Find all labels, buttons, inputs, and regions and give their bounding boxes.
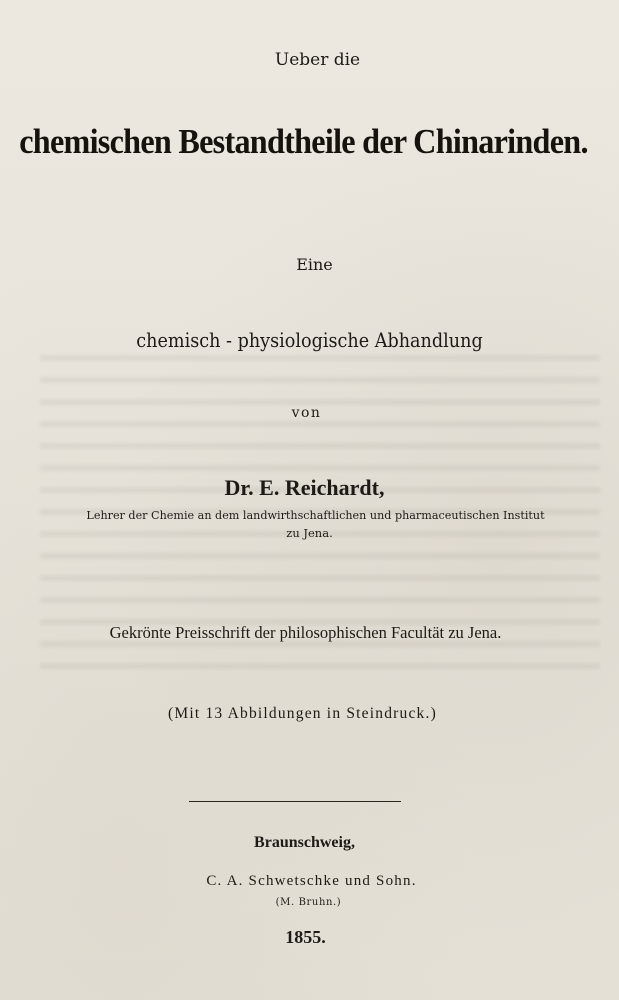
- author-affiliation-line1: Lehrer der Chemie an dem landwirthschaftlichen und pharmaceutischen Institut: [86, 508, 545, 522]
- book-subtitle: chemisch - physiologische Abhandlung: [136, 328, 483, 352]
- publication-year: 1855.: [285, 927, 326, 947]
- article-text: Eine: [296, 255, 333, 274]
- publisher-note: (M. Bruhn.): [275, 897, 342, 908]
- author-affiliation-line2: zu Jena.: [286, 526, 333, 540]
- divider-rule: [189, 801, 401, 802]
- illustrations-note: (Mit 13 Abbildungen in Steindruck.): [168, 705, 437, 722]
- book-title: chemischen Bestandtheile der Chinarinden.: [19, 122, 588, 161]
- prize-note: Gekrönte Preisschrift der philosophischen Facultät zu Jena.: [109, 623, 502, 642]
- intro-text: Ueber die: [274, 50, 361, 70]
- publisher-name: C. A. Schwetschke und Sohn.: [206, 873, 417, 889]
- publication-place: Braunschweig,: [254, 834, 355, 851]
- by-text: von: [291, 405, 322, 421]
- author-name: Dr. E. Reichardt,: [224, 475, 385, 500]
